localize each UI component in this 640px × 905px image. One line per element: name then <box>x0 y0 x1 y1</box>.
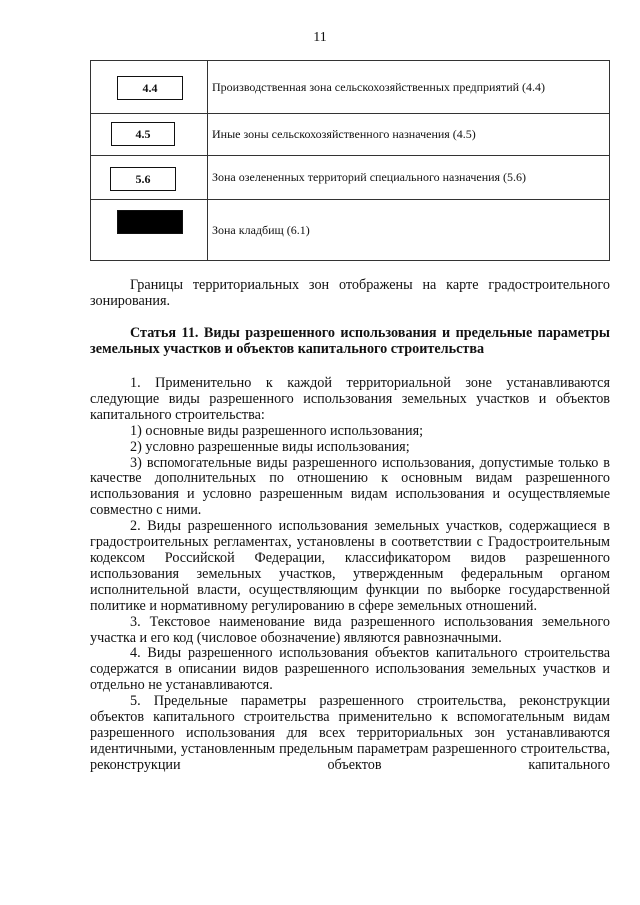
list-item-1: 1) основные виды разрешенного использования; <box>130 422 424 439</box>
zone-code-box: 4.5 <box>111 122 175 146</box>
boundaries-note <box>90 278 610 310</box>
cemetery-zone-swatch <box>117 210 183 234</box>
legend-label: Зона озелененных территорий специального назначения (5.6) <box>208 156 610 200</box>
paragraph-1: 1. Применительно к каждой территориальной зоне устанавливаются следующие виды разрешенного использования земельных участков и объектов капитального строительства: <box>90 375 610 423</box>
paragraph-5: 5. Предельные параметры разрешенного строительства, реконструкции объектов капитального строительства применительно к вспомогательным видам разрешенного использования для всех территориальных зон устанавливаются идентичными, установленным предельным параметрам разрешенного строительства, реконструкции объектов капитального <box>90 693 610 773</box>
legend-label: Иные зоны сельскохозяйственного назначения (4.5) <box>208 114 610 156</box>
paragraph-2: 2. Виды разрешенного использования земельных участков, содержащиеся в градостроительных регламентах, установлены в соответствии с Градостроительным кодексом Российской Федерации, классификатором видов разрешенного использования земельных участков, утвержденным федеральным органом исполнительной власти, осуществляющим функции по выборке государственной политике и нормативному регулированию в сфере земельных отношений. <box>90 518 610 614</box>
list-item-2: 2) условно разрешенные виды использования; <box>130 438 410 455</box>
zone-legend-table <box>90 60 610 261</box>
article-body <box>90 376 610 774</box>
legend-row-4-4 <box>91 61 610 114</box>
zone-code-box: 5.6 <box>110 167 176 191</box>
legend-label: Зона кладбищ (6.1) <box>208 200 610 261</box>
zone-code-box: 4.4 <box>117 76 183 100</box>
paragraph-4: 4. Виды разрешенного использования объектов капитального строительства содержатся в описании видов разрешенного использования земельных участков и отдельно не устанавливаются. <box>90 645 610 694</box>
boundaries-text: Границы территориальных зон отображены на карте градостроительного зонирования. <box>90 277 610 309</box>
list-item-3: 3) вспомогательные виды разрешенного использования, допустимые только в качестве дополнительных по отношению к основным видам разрешенного использования и условно разрешенным видам использования и осуществляемые совместно с ними. <box>90 454 610 519</box>
article-heading <box>90 326 610 358</box>
legend-row-5-6 <box>91 156 610 200</box>
paragraph-3: 3. Текстовое наименование вида разрешенного использования земельного участка и его код (числовое обозначение) являются равнозначными. <box>90 613 610 646</box>
page-number: 11 <box>313 30 327 45</box>
legend-label: Производственная зона сельскохозяйственных предприятий (4.4) <box>208 61 610 114</box>
legend-row-4-5 <box>91 114 610 156</box>
legend-row-6-1 <box>91 200 610 261</box>
article-title: Статья 11. Виды разрешенного использования и предельные параметры земельных участков и объектов капитального строительства <box>90 325 610 357</box>
